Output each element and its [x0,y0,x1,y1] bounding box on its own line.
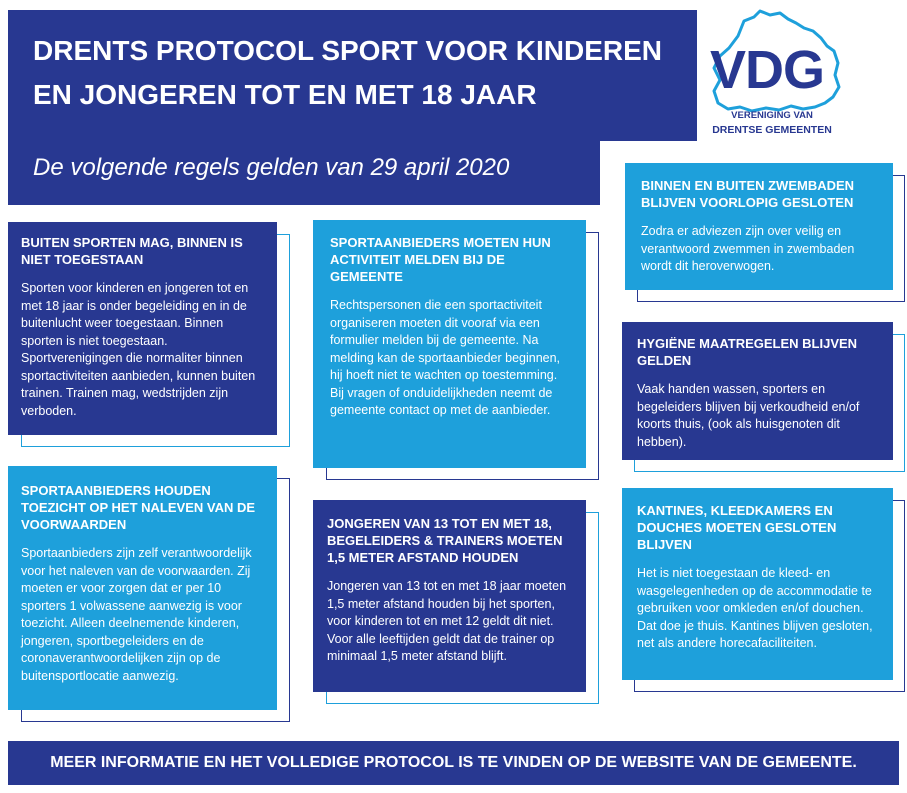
card-title: HYGIËNE MAATREGELEN BLIJVEN GELDEN [637,336,858,368]
card-body: Sportaanbieders zijn zelf verantwoordelijk voor het naleven van de voorwaarden. Zij moeten er voor zorgen dat er per 10 sporters 1 volwassene aanwezig is voor toezicht. Alleen deelnemende kinderen, jongeren, sportbegeleiders en de coronaverantwoordelijken zijn op de buitensportlocatie aanwezig. [21,546,252,683]
logo-name-line2: DRENTSE GEMEENTEN [712,124,832,136]
card-body: Jongeren van 13 tot en met 18 jaar moeten 1,5 meter afstand houden bij het sporten, voor kinderen tot en met 12 geldt dit niet. Voor alle leeftijden geldt dat de trainer op minimaal 1,5 meter afstand blijft. [327,579,567,663]
page-title [33,29,662,117]
card-distance-rules [313,500,586,692]
vdg-logo [700,8,845,142]
page-subtitle: De volgende regels gelden van 29 april 2020 [33,154,510,181]
logo-letters: VDG [710,40,825,100]
card-outdoor-sports [8,222,277,435]
card-facilities-closed [622,488,893,680]
card-body: Vaak handen wassen, sporters en begeleiders blijven bij verkoudheid en/of koorts thuis, (ook als huisgenoten dit hebben). [637,382,860,449]
logo-name-line1: VERENIGING VAN [731,110,813,121]
page-title-line: EN JONGEREN TOT EN MET 18 JAAR [33,79,537,110]
card-title: BUITEN SPORTEN MAG, BINNEN IS NIET TOEGESTAAN [21,235,243,267]
footer-text: MEER INFORMATIE EN HET VOLLEDIGE PROTOCOL IS TE VINDEN OP DE WEBSITE VAN DE GEMEENTE. [50,754,857,771]
card-title: KANTINES, KLEEDKAMERS EN DOUCHES MOETEN GESLOTEN BLIJVEN [637,503,837,552]
card-title: BINNEN EN BUITEN ZWEMBADEN BLIJVEN VOORLOPIG GESLOTEN [641,178,855,210]
card-title: SPORTAANBIEDERS MOETEN HUN ACTIVITEIT MELDEN BIJ DE GEMEENTE [330,235,551,284]
card-body: Zodra er adviezen zijn over veilig en verantwoord zwemmen in zwembaden wordt dit heroverwogen. [641,224,855,273]
card-activity-registration [313,220,586,468]
page-title-line: DRENTS PROTOCOL SPORT VOOR KINDEREN [33,35,663,66]
card-title: JONGEREN VAN 13 TOT EN MET 18, BEGELEIDERS & TRAINERS MOETEN 1,5 METER AFSTAND HOUDEN [327,516,563,565]
card-body: Het is niet toegestaan de kleed- en wasgelegenheden op de accommodatie te gebruiken voor omkleden en/of douchen. Dat doe je thuis. Kantines blijven gesloten, net als andere horecafaciliteiten. [637,566,873,650]
card-body: Rechtspersonen die een sportactiviteit organiseren moeten dit vooraf via een formulier melden bij de gemeente. Na melding kan de sportaanbieder beginnen, hij hoeft niet te wachten op toestemming. Bij vragen of onduidelijkheden neemt de gemeente contact op met de aanbieder. [330,298,561,417]
card-title: SPORTAANBIEDERS HOUDEN TOEZICHT OP HET NALEVEN VAN DE VOORWAARDEN [21,483,256,532]
footer-banner [8,741,899,785]
card-supervision [8,466,277,710]
card-swimming-pools [625,163,893,290]
card-body: Sporten voor kinderen en jongeren tot en met 18 jaar is onder begeleiding en in de buitenlucht weer toegestaan. Binnen sporten is niet toegestaan. Sportverenigingen die normaliter binnen sportactiviteiten aanbieden, kunnen buiten trainen. Trainen mag, wedstrijden zijn verboden. [21,281,256,418]
card-hygiene [622,322,893,460]
